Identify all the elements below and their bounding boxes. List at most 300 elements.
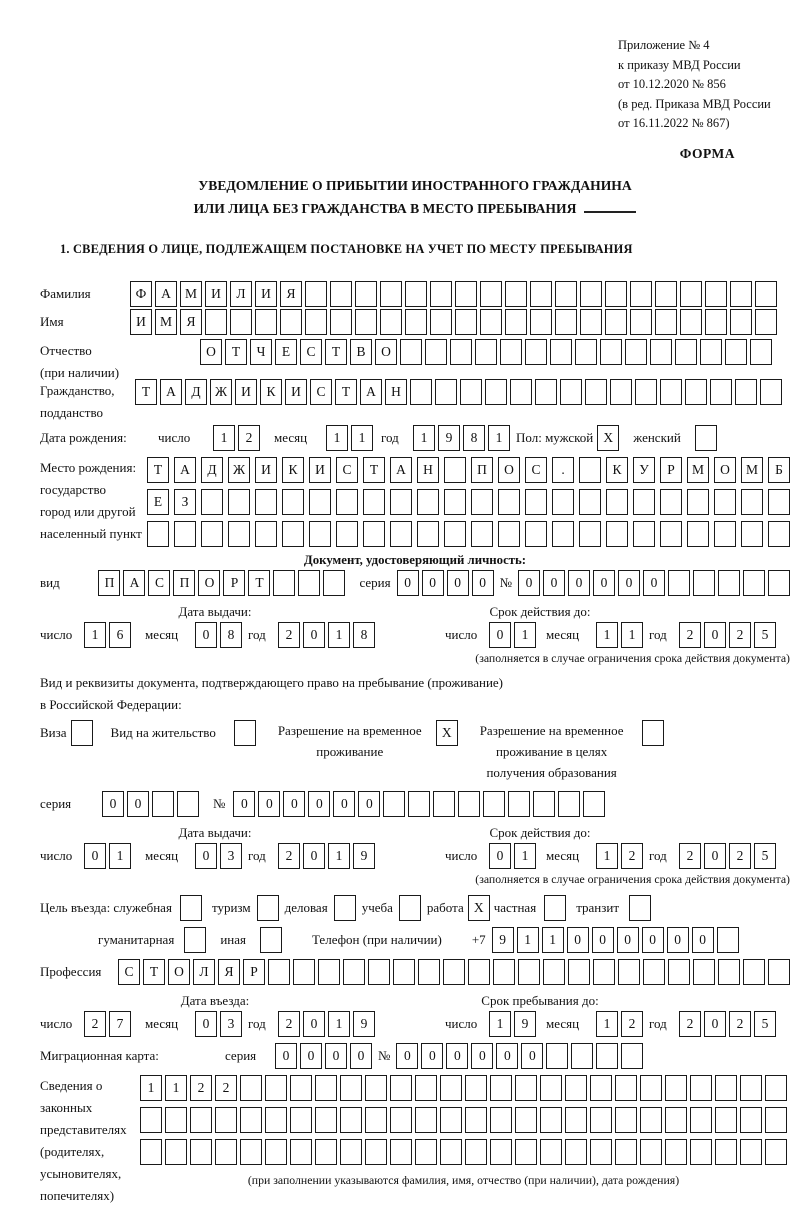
char-cell[interactable]: 0 — [303, 1011, 325, 1037]
char-cell[interactable]: 1 — [488, 425, 510, 451]
char-cell[interactable] — [700, 339, 722, 365]
char-cell[interactable]: 9 — [492, 927, 514, 953]
char-cell[interactable]: 0 — [350, 1043, 372, 1069]
char-cell[interactable] — [533, 791, 555, 817]
char-cell[interactable] — [140, 1107, 162, 1133]
char-cell[interactable] — [417, 489, 439, 515]
char-cell[interactable]: 0 — [195, 622, 217, 648]
char-cell[interactable]: 0 — [521, 1043, 543, 1069]
char-cell[interactable] — [340, 1139, 362, 1165]
char-cell[interactable] — [615, 1075, 637, 1101]
char-cell[interactable]: 2 — [190, 1075, 212, 1101]
char-cell[interactable] — [606, 521, 628, 547]
char-cell[interactable]: 1 — [165, 1075, 187, 1101]
char-cell[interactable]: 0 — [275, 1043, 297, 1069]
char-cell[interactable] — [450, 339, 472, 365]
char-cell[interactable] — [468, 959, 490, 985]
char-cell[interactable]: 2 — [679, 843, 701, 869]
char-cell[interactable]: Ф — [130, 281, 152, 307]
char-cell[interactable] — [560, 379, 582, 405]
char-cell[interactable] — [565, 1139, 587, 1165]
char-cell[interactable]: 1 — [514, 843, 536, 869]
char-cell[interactable] — [768, 959, 790, 985]
char-cell[interactable]: 2 — [621, 1011, 643, 1037]
char-cell[interactable] — [625, 339, 647, 365]
purpose-study-checkbox[interactable] — [399, 895, 421, 921]
char-cell[interactable] — [471, 521, 493, 547]
char-cell[interactable] — [336, 489, 358, 515]
char-cell[interactable] — [693, 959, 715, 985]
char-cell[interactable] — [355, 309, 377, 335]
char-cell[interactable] — [440, 1075, 462, 1101]
purpose-other-checkbox[interactable] — [260, 927, 282, 953]
char-cell[interactable] — [483, 791, 505, 817]
char-cell[interactable] — [715, 1139, 737, 1165]
char-cell[interactable] — [655, 309, 677, 335]
char-cell[interactable] — [305, 309, 327, 335]
char-cell[interactable]: 2 — [238, 425, 260, 451]
char-cell[interactable] — [635, 379, 657, 405]
char-cell[interactable] — [458, 791, 480, 817]
char-cell[interactable] — [715, 1107, 737, 1133]
temp-residence-education-checkbox[interactable] — [642, 720, 664, 746]
char-cell[interactable]: 3 — [220, 843, 242, 869]
char-cell[interactable] — [717, 927, 739, 953]
char-cell[interactable] — [365, 1107, 387, 1133]
char-cell[interactable]: С — [118, 959, 140, 985]
char-cell[interactable] — [579, 489, 601, 515]
char-cell[interactable]: К — [282, 457, 304, 483]
char-cell[interactable] — [552, 521, 574, 547]
char-cell[interactable] — [390, 1075, 412, 1101]
char-cell[interactable]: 0 — [543, 570, 565, 596]
char-cell[interactable] — [618, 959, 640, 985]
char-cell[interactable] — [282, 521, 304, 547]
char-cell[interactable] — [600, 339, 622, 365]
char-cell[interactable] — [228, 489, 250, 515]
char-cell[interactable]: М — [155, 309, 177, 335]
char-cell[interactable]: О — [168, 959, 190, 985]
char-cell[interactable]: 2 — [278, 843, 300, 869]
char-cell[interactable] — [305, 281, 327, 307]
char-cell[interactable]: 0 — [300, 1043, 322, 1069]
char-cell[interactable] — [475, 339, 497, 365]
char-cell[interactable]: 0 — [446, 1043, 468, 1069]
char-cell[interactable] — [433, 791, 455, 817]
char-cell[interactable] — [408, 791, 430, 817]
char-cell[interactable]: 0 — [333, 791, 355, 817]
char-cell[interactable] — [740, 1139, 762, 1165]
char-cell[interactable] — [293, 959, 315, 985]
char-cell[interactable] — [147, 521, 169, 547]
char-cell[interactable]: И — [235, 379, 257, 405]
char-cell[interactable] — [425, 339, 447, 365]
char-cell[interactable] — [268, 959, 290, 985]
char-cell[interactable]: Т — [325, 339, 347, 365]
char-cell[interactable] — [290, 1139, 312, 1165]
char-cell[interactable] — [743, 959, 765, 985]
char-cell[interactable]: О — [714, 457, 736, 483]
char-cell[interactable] — [768, 489, 790, 515]
char-cell[interactable] — [340, 1075, 362, 1101]
char-cell[interactable] — [605, 309, 627, 335]
char-cell[interactable] — [687, 521, 709, 547]
char-cell[interactable] — [590, 1075, 612, 1101]
char-cell[interactable]: 0 — [258, 791, 280, 817]
char-cell[interactable]: 0 — [127, 791, 149, 817]
char-cell[interactable]: 2 — [679, 1011, 701, 1037]
char-cell[interactable] — [583, 791, 605, 817]
char-cell[interactable] — [240, 1139, 262, 1165]
char-cell[interactable] — [228, 521, 250, 547]
char-cell[interactable]: Б — [768, 457, 790, 483]
char-cell[interactable]: 2 — [679, 622, 701, 648]
char-cell[interactable]: С — [310, 379, 332, 405]
char-cell[interactable]: 0 — [704, 1011, 726, 1037]
char-cell[interactable] — [593, 959, 615, 985]
char-cell[interactable] — [606, 489, 628, 515]
char-cell[interactable]: 2 — [621, 843, 643, 869]
char-cell[interactable] — [500, 339, 522, 365]
char-cell[interactable]: Р — [223, 570, 245, 596]
char-cell[interactable] — [201, 521, 223, 547]
char-cell[interactable] — [610, 379, 632, 405]
char-cell[interactable] — [765, 1075, 787, 1101]
sex-male-checkbox[interactable]: X — [597, 425, 619, 451]
char-cell[interactable] — [443, 959, 465, 985]
char-cell[interactable] — [755, 309, 777, 335]
char-cell[interactable]: 1 — [109, 843, 131, 869]
char-cell[interactable]: 1 — [84, 622, 106, 648]
char-cell[interactable] — [555, 281, 577, 307]
char-cell[interactable]: В — [350, 339, 372, 365]
char-cell[interactable]: И — [205, 281, 227, 307]
char-cell[interactable]: С — [525, 457, 547, 483]
char-cell[interactable]: Д — [201, 457, 223, 483]
char-cell[interactable] — [705, 309, 727, 335]
char-cell[interactable] — [298, 570, 320, 596]
char-cell[interactable]: Л — [230, 281, 252, 307]
char-cell[interactable]: 1 — [542, 927, 564, 953]
char-cell[interactable] — [390, 1107, 412, 1133]
char-cell[interactable] — [165, 1107, 187, 1133]
char-cell[interactable] — [690, 1075, 712, 1101]
char-cell[interactable]: Я — [180, 309, 202, 335]
char-cell[interactable] — [444, 521, 466, 547]
char-cell[interactable] — [410, 379, 432, 405]
char-cell[interactable]: 9 — [353, 1011, 375, 1037]
char-cell[interactable] — [368, 959, 390, 985]
char-cell[interactable] — [579, 457, 601, 483]
char-cell[interactable] — [555, 309, 577, 335]
char-cell[interactable]: А — [174, 457, 196, 483]
char-cell[interactable] — [579, 521, 601, 547]
char-cell[interactable]: 2 — [278, 622, 300, 648]
char-cell[interactable] — [315, 1075, 337, 1101]
char-cell[interactable] — [505, 281, 527, 307]
char-cell[interactable]: Т — [143, 959, 165, 985]
char-cell[interactable] — [515, 1139, 537, 1165]
char-cell[interactable] — [530, 309, 552, 335]
char-cell[interactable] — [390, 1139, 412, 1165]
char-cell[interactable]: 1 — [326, 425, 348, 451]
char-cell[interactable]: А — [360, 379, 382, 405]
char-cell[interactable] — [215, 1107, 237, 1133]
char-cell[interactable] — [365, 1075, 387, 1101]
char-cell[interactable] — [768, 570, 790, 596]
char-cell[interactable] — [640, 1075, 662, 1101]
char-cell[interactable] — [633, 521, 655, 547]
char-cell[interactable]: 0 — [518, 570, 540, 596]
char-cell[interactable] — [660, 521, 682, 547]
char-cell[interactable] — [580, 309, 602, 335]
char-cell[interactable]: 0 — [308, 791, 330, 817]
char-cell[interactable]: 0 — [643, 570, 665, 596]
char-cell[interactable] — [710, 379, 732, 405]
char-cell[interactable] — [430, 281, 452, 307]
char-cell[interactable]: С — [148, 570, 170, 596]
char-cell[interactable]: 0 — [422, 570, 444, 596]
char-cell[interactable]: 5 — [754, 622, 776, 648]
char-cell[interactable] — [383, 791, 405, 817]
char-cell[interactable]: 0 — [489, 843, 511, 869]
sex-female-checkbox[interactable] — [695, 425, 717, 451]
char-cell[interactable] — [515, 1075, 537, 1101]
char-cell[interactable]: 0 — [704, 622, 726, 648]
char-cell[interactable] — [498, 489, 520, 515]
char-cell[interactable] — [415, 1107, 437, 1133]
char-cell[interactable] — [240, 1107, 262, 1133]
char-cell[interactable] — [730, 309, 752, 335]
char-cell[interactable] — [485, 379, 507, 405]
char-cell[interactable] — [265, 1075, 287, 1101]
char-cell[interactable]: 0 — [283, 791, 305, 817]
char-cell[interactable] — [525, 489, 547, 515]
char-cell[interactable]: О — [498, 457, 520, 483]
char-cell[interactable] — [615, 1107, 637, 1133]
char-cell[interactable]: 1 — [517, 927, 539, 953]
char-cell[interactable]: 1 — [351, 425, 373, 451]
char-cell[interactable]: 0 — [303, 843, 325, 869]
char-cell[interactable] — [508, 791, 530, 817]
char-cell[interactable] — [690, 1107, 712, 1133]
char-cell[interactable] — [430, 309, 452, 335]
char-cell[interactable] — [546, 1043, 568, 1069]
char-cell[interactable]: 1 — [596, 843, 618, 869]
char-cell[interactable] — [630, 309, 652, 335]
char-cell[interactable] — [177, 791, 199, 817]
char-cell[interactable] — [405, 281, 427, 307]
char-cell[interactable]: 1 — [328, 1011, 350, 1037]
char-cell[interactable] — [633, 489, 655, 515]
char-cell[interactable] — [365, 1139, 387, 1165]
char-cell[interactable] — [255, 489, 277, 515]
char-cell[interactable] — [415, 1075, 437, 1101]
char-cell[interactable] — [540, 1075, 562, 1101]
char-cell[interactable] — [540, 1139, 562, 1165]
char-cell[interactable] — [735, 379, 757, 405]
char-cell[interactable] — [455, 309, 477, 335]
char-cell[interactable]: 0 — [692, 927, 714, 953]
char-cell[interactable] — [440, 1107, 462, 1133]
char-cell[interactable] — [741, 521, 763, 547]
char-cell[interactable] — [543, 959, 565, 985]
char-cell[interactable]: Л — [193, 959, 215, 985]
char-cell[interactable] — [615, 1139, 637, 1165]
char-cell[interactable] — [693, 570, 715, 596]
char-cell[interactable]: И — [309, 457, 331, 483]
char-cell[interactable] — [309, 489, 331, 515]
purpose-transit-checkbox[interactable] — [629, 895, 651, 921]
char-cell[interactable] — [565, 1107, 587, 1133]
purpose-official-checkbox[interactable] — [180, 895, 202, 921]
char-cell[interactable]: 0 — [447, 570, 469, 596]
char-cell[interactable] — [518, 959, 540, 985]
char-cell[interactable] — [309, 521, 331, 547]
char-cell[interactable]: 8 — [353, 622, 375, 648]
char-cell[interactable]: Н — [385, 379, 407, 405]
char-cell[interactable] — [140, 1139, 162, 1165]
char-cell[interactable] — [471, 489, 493, 515]
char-cell[interactable] — [265, 1107, 287, 1133]
char-cell[interactable] — [714, 489, 736, 515]
char-cell[interactable]: М — [687, 457, 709, 483]
char-cell[interactable]: 0 — [667, 927, 689, 953]
char-cell[interactable]: 0 — [102, 791, 124, 817]
char-cell[interactable] — [718, 959, 740, 985]
char-cell[interactable] — [665, 1075, 687, 1101]
char-cell[interactable]: Р — [660, 457, 682, 483]
char-cell[interactable] — [680, 281, 702, 307]
purpose-humanitarian-checkbox[interactable] — [184, 927, 206, 953]
char-cell[interactable]: У — [633, 457, 655, 483]
char-cell[interactable] — [390, 521, 412, 547]
char-cell[interactable] — [465, 1075, 487, 1101]
char-cell[interactable] — [621, 1043, 643, 1069]
char-cell[interactable]: Ж — [210, 379, 232, 405]
char-cell[interactable]: И — [255, 457, 277, 483]
char-cell[interactable] — [336, 521, 358, 547]
char-cell[interactable]: 7 — [109, 1011, 131, 1037]
char-cell[interactable] — [230, 309, 252, 335]
char-cell[interactable] — [660, 379, 682, 405]
char-cell[interactable]: 8 — [463, 425, 485, 451]
char-cell[interactable]: 6 — [109, 622, 131, 648]
char-cell[interactable] — [355, 281, 377, 307]
char-cell[interactable]: 0 — [421, 1043, 443, 1069]
char-cell[interactable] — [493, 959, 515, 985]
char-cell[interactable] — [685, 379, 707, 405]
char-cell[interactable] — [550, 339, 572, 365]
purpose-tourism-checkbox[interactable] — [257, 895, 279, 921]
char-cell[interactable] — [265, 1139, 287, 1165]
char-cell[interactable] — [668, 959, 690, 985]
char-cell[interactable] — [540, 1107, 562, 1133]
char-cell[interactable] — [343, 959, 365, 985]
char-cell[interactable]: Ч — [250, 339, 272, 365]
char-cell[interactable] — [568, 959, 590, 985]
char-cell[interactable]: 0 — [233, 791, 255, 817]
char-cell[interactable]: 1 — [413, 425, 435, 451]
char-cell[interactable]: О — [375, 339, 397, 365]
char-cell[interactable]: 8 — [220, 622, 242, 648]
char-cell[interactable]: А — [155, 281, 177, 307]
char-cell[interactable] — [315, 1107, 337, 1133]
char-cell[interactable] — [765, 1139, 787, 1165]
char-cell[interactable]: 9 — [514, 1011, 536, 1037]
char-cell[interactable] — [668, 570, 690, 596]
char-cell[interactable]: 0 — [472, 570, 494, 596]
char-cell[interactable]: Ж — [228, 457, 250, 483]
char-cell[interactable] — [152, 791, 174, 817]
char-cell[interactable] — [665, 1139, 687, 1165]
char-cell[interactable]: П — [471, 457, 493, 483]
char-cell[interactable] — [418, 959, 440, 985]
char-cell[interactable] — [690, 1139, 712, 1165]
residence-permit-checkbox[interactable] — [234, 720, 256, 746]
char-cell[interactable]: Р — [243, 959, 265, 985]
char-cell[interactable]: 0 — [592, 927, 614, 953]
char-cell[interactable] — [440, 1139, 462, 1165]
char-cell[interactable] — [743, 570, 765, 596]
char-cell[interactable]: Д — [185, 379, 207, 405]
char-cell[interactable] — [190, 1107, 212, 1133]
char-cell[interactable]: П — [173, 570, 195, 596]
char-cell[interactable]: Т — [363, 457, 385, 483]
char-cell[interactable] — [340, 1107, 362, 1133]
char-cell[interactable] — [290, 1107, 312, 1133]
char-cell[interactable]: О — [198, 570, 220, 596]
char-cell[interactable]: 0 — [471, 1043, 493, 1069]
char-cell[interactable] — [323, 570, 345, 596]
char-cell[interactable]: 9 — [353, 843, 375, 869]
char-cell[interactable] — [498, 521, 520, 547]
char-cell[interactable] — [525, 339, 547, 365]
char-cell[interactable] — [643, 959, 665, 985]
char-cell[interactable]: И — [285, 379, 307, 405]
char-cell[interactable] — [590, 1107, 612, 1133]
char-cell[interactable] — [393, 959, 415, 985]
char-cell[interactable] — [190, 1139, 212, 1165]
char-cell[interactable] — [255, 521, 277, 547]
char-cell[interactable] — [687, 489, 709, 515]
char-cell[interactable]: 5 — [754, 843, 776, 869]
char-cell[interactable] — [490, 1075, 512, 1101]
char-cell[interactable]: 1 — [596, 622, 618, 648]
char-cell[interactable]: Е — [147, 489, 169, 515]
char-cell[interactable]: Т — [248, 570, 270, 596]
char-cell[interactable]: Н — [417, 457, 439, 483]
char-cell[interactable] — [655, 281, 677, 307]
char-cell[interactable] — [165, 1139, 187, 1165]
char-cell[interactable] — [460, 379, 482, 405]
purpose-private-checkbox[interactable] — [544, 895, 566, 921]
char-cell[interactable]: М — [741, 457, 763, 483]
char-cell[interactable]: 2 — [729, 843, 751, 869]
char-cell[interactable]: 0 — [396, 1043, 418, 1069]
char-cell[interactable] — [435, 379, 457, 405]
char-cell[interactable]: 1 — [213, 425, 235, 451]
char-cell[interactable] — [280, 309, 302, 335]
char-cell[interactable]: 0 — [358, 791, 380, 817]
char-cell[interactable] — [650, 339, 672, 365]
char-cell[interactable]: 1 — [328, 622, 350, 648]
char-cell[interactable]: 9 — [438, 425, 460, 451]
char-cell[interactable] — [330, 309, 352, 335]
char-cell[interactable]: 0 — [195, 843, 217, 869]
char-cell[interactable]: 0 — [325, 1043, 347, 1069]
char-cell[interactable] — [363, 489, 385, 515]
